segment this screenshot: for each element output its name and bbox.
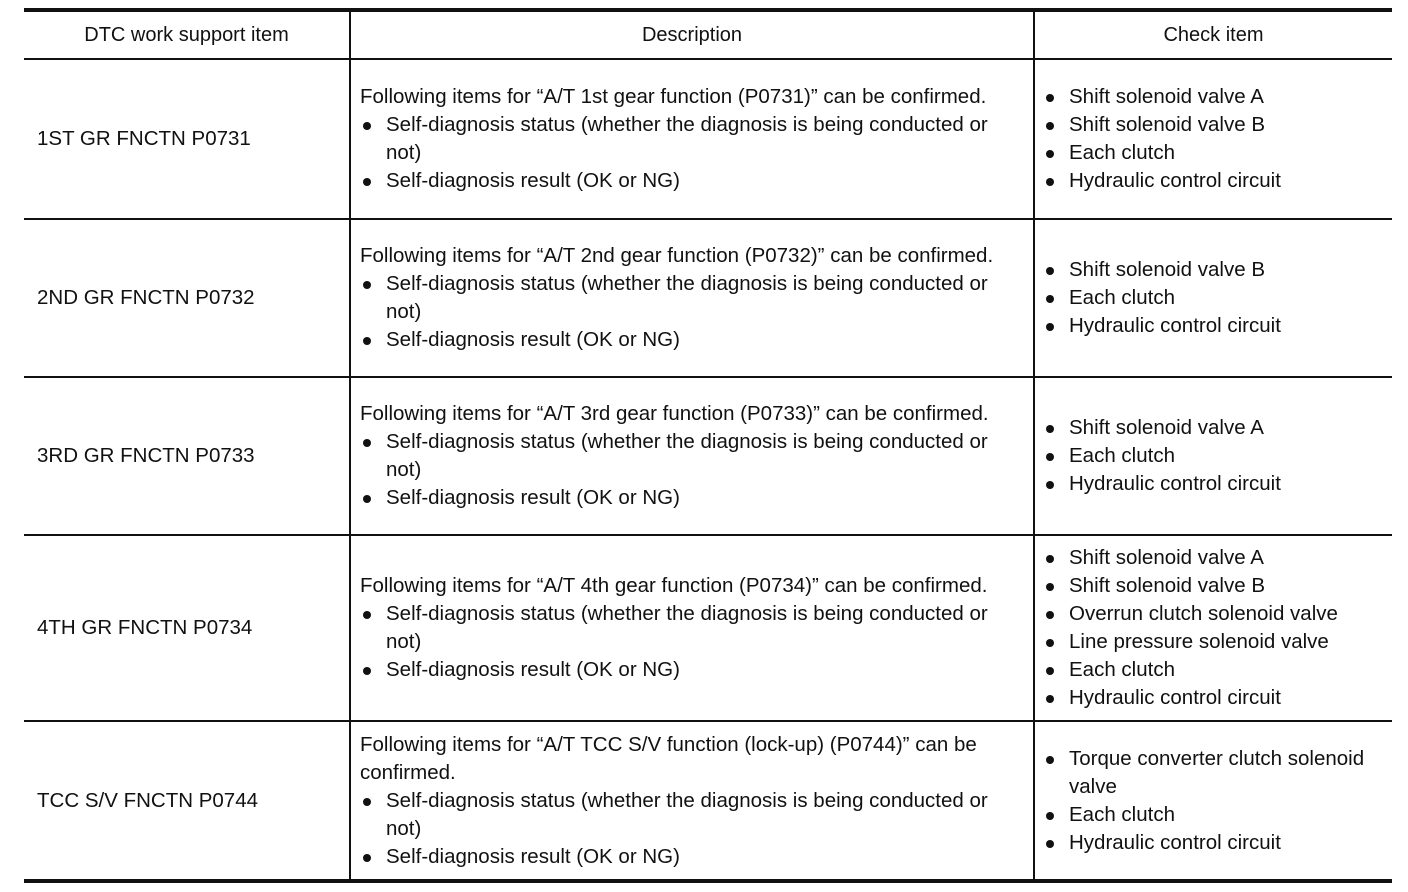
work-support-item: 1ST GR FNCTN P0731 [37,127,251,150]
check-item-text: Hydraulic control circuit [1069,830,1281,854]
check-item [1043,600,1386,628]
check-item-text: Shift solenoid valve B [1069,258,1266,281]
bullet-icon [1046,812,1054,820]
result-item-text: Self-diagnosis result (OK or NG) [386,328,680,351]
description-cell [350,219,1034,377]
description-text: Following items for “A/T 4th gear function (P0734)” can be confirmed. [360,574,988,597]
check-item [1043,312,1386,340]
status-item [360,600,1019,656]
status-item-text: Self-diagnosis status (whether the diagnosis is being conducted or not) [386,272,988,323]
check-item-text: Shift solenoid valve A [1069,85,1264,108]
check-item-list [1043,745,1386,857]
check-item-list [1043,83,1386,195]
check-item-list [1043,256,1386,340]
bullet-icon [363,439,371,447]
description-cell [350,721,1034,881]
bullet-icon [363,281,371,289]
check-item [1043,544,1386,572]
result-item-text: Self-diagnosis result (OK or NG) [386,169,680,192]
status-item-text: Self-diagnosis status (whether the diagnosis is being conducted or not) [386,113,988,164]
check-item-text: Torque converter clutch solenoid valve [1069,746,1365,798]
check-item-list [1043,544,1386,712]
table-body [24,59,1392,881]
bullet-icon [363,611,371,619]
result-item [360,167,1019,195]
table-row [24,59,1392,219]
result-item [360,656,1019,684]
bullet-icon [363,854,371,862]
bullet-icon [363,495,371,503]
work-support-item: 2ND GR FNCTN P0732 [24,219,350,377]
bullet-icon [1046,453,1054,461]
check-item-text: Hydraulic control circuit [1069,472,1281,495]
check-item-cell [1034,219,1392,377]
bullet-icon [1046,695,1054,703]
bullet-icon [1046,555,1054,563]
table-row [24,535,1392,721]
check-item [1043,470,1386,498]
status-item [360,428,1019,484]
description-list [360,787,1019,871]
result-item [360,843,1019,871]
table-row [24,377,1392,535]
check-item [1043,284,1386,312]
check-item [1043,414,1386,442]
check-item-cell [1034,535,1392,721]
bullet-icon [363,122,371,130]
check-item [1043,745,1386,801]
check-item-text: Shift solenoid valve B [1069,574,1266,597]
description-cell [350,59,1034,219]
check-item-text: Hydraulic control circuit [1069,169,1281,192]
check-item-text: Hydraulic control circuit [1069,314,1281,337]
dtc-work-support-table [24,8,1392,883]
check-item [1043,111,1386,139]
description-text: Following items for “A/T TCC S/V function (lock-up) (P0744)” can be confirmed. [360,732,977,784]
check-item [1043,256,1386,284]
bullet-icon [1046,122,1054,130]
bullet-icon [1046,267,1054,275]
work-support-item: 3RD GR FNCTN P0733 [24,377,350,535]
table-row [24,219,1392,377]
check-item-text: Each clutch [1069,141,1175,164]
check-item [1043,656,1386,684]
description-text: Following items for “A/T 2nd gear function (P0732)” can be confirmed. [360,244,994,267]
description-cell [350,377,1034,535]
header-row [24,10,1392,59]
check-item-cell [1034,721,1392,881]
check-item-text: Each clutch [1069,658,1175,681]
check-item-text: Hydraulic control circuit [1069,686,1281,709]
result-item [360,484,1019,512]
check-item [1043,442,1386,470]
bullet-icon [363,337,371,345]
bullet-icon [1046,94,1054,102]
check-item-text: Overrun clutch solenoid valve [1069,602,1338,625]
bullet-icon [1046,611,1054,619]
header-item: DTC work support item [24,10,350,59]
result-item [360,326,1019,354]
check-item-text: Shift solenoid valve A [1069,416,1264,439]
result-item-text: Self-diagnosis result (OK or NG) [386,486,680,509]
check-item [1043,572,1386,600]
bullet-icon [1046,667,1054,675]
description-list [360,111,1019,195]
result-item-text: Self-diagnosis result (OK or NG) [386,844,680,868]
description-list [360,270,1019,354]
check-item-cell [1034,59,1392,219]
check-item-text: Each clutch [1069,802,1175,826]
check-item [1043,139,1386,167]
bullet-icon [1046,840,1054,848]
check-item-list [1043,414,1386,498]
work-support-item: TCC S/V FNCTN P0744 [24,721,350,881]
bullet-icon [1046,323,1054,331]
check-item [1043,83,1386,111]
bullet-icon [1046,639,1054,647]
bullet-icon [1046,150,1054,158]
status-item-text: Self-diagnosis status (whether the diagnosis is being conducted or not) [386,602,988,653]
bullet-icon [1046,425,1054,433]
status-item [360,787,1019,843]
check-item-text: Line pressure solenoid valve [1069,630,1329,653]
description-list [360,428,1019,512]
check-item-text: Shift solenoid valve A [1069,546,1264,569]
check-item-text: Shift solenoid valve B [1069,113,1266,136]
bullet-icon [363,667,371,675]
check-item [1043,628,1386,656]
result-item-text: Self-diagnosis result (OK or NG) [386,658,680,681]
check-item [1043,801,1386,829]
bullet-icon [363,798,371,806]
check-item [1043,167,1386,195]
check-item-cell [1034,377,1392,535]
table-row [24,721,1392,881]
bullet-icon [1046,178,1054,186]
status-item [360,111,1019,167]
status-item [360,270,1019,326]
bullet-icon [1046,583,1054,591]
description-cell [350,535,1034,721]
bullet-icon [363,178,371,186]
header-description: Description [350,10,1034,59]
bullet-icon [1046,295,1054,303]
bullet-icon [1046,756,1054,764]
header-check-item: Check item [1034,10,1392,59]
check-item-text: Each clutch [1069,444,1175,467]
check-item [1043,684,1386,712]
work-support-item: 4TH GR FNCTN P0734 [24,535,350,721]
description-text: Following items for “A/T 1st gear function (P0731)” can be confirmed. [360,85,987,108]
check-item [1043,829,1386,857]
status-item-text: Self-diagnosis status (whether the diagnosis is being conducted or not) [386,788,988,840]
description-text: Following items for “A/T 3rd gear function (P0733)” can be confirmed. [360,402,989,425]
bullet-icon [1046,481,1054,489]
status-item-text: Self-diagnosis status (whether the diagnosis is being conducted or not) [386,430,988,481]
check-item-text: Each clutch [1069,286,1175,309]
description-list [360,600,1019,684]
